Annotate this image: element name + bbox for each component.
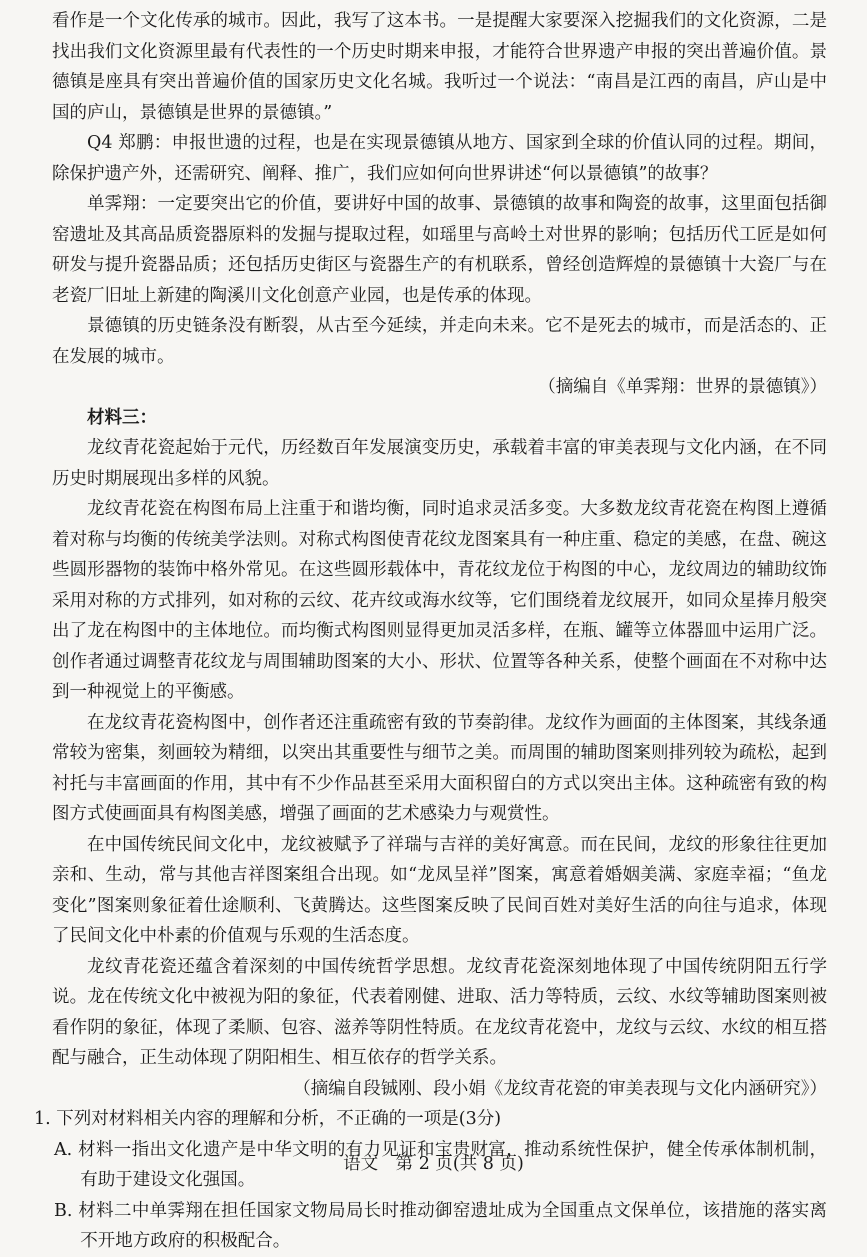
material3-paragraph-2: 龙纹青花瓷在构图布局上注重于和谐均衡，同时追求灵活多变。大多数龙纹青花瓷在构图上遵循着对称与均衡的传统美学法则。对称式构图使青花纹龙图案具有一种庄重、稳定的美感，在盘、碗这些圆形器物的装饰中格外常见。在这些圆形载体中，青花纹龙位于构图的中心，龙纹周边的辅助纹饰采用对称的方式排列，如对称的云纹、花卉纹或海水纹等，它们围绕着龙纹展开，如同众星捧月般突出了龙在构图中的主体地位。而均衡式构图则显得更加灵活多样，在瓶、罐等立体器皿中运用广泛。创作者通过调整青花纹龙与周围辅助图案的大小、形状、位置等各种关系，使整个画面在不对称中达到一种视觉上的平衡感。	[52, 499, 827, 702]
question-1-option-a: A. 材料一指出文化遗产是中华文明的有力见证和宝贵财富，推动系统性保护，健全传承体制机制，有助于建设文化强国。	[54, 1139, 827, 1190]
material3-paragraph-3: 在龙纹青花瓷构图中，创作者还注重疏密有致的节奏韵律。龙纹作为画面的主体图案，其线条通常较为密集，刻画较为精细，以突出其重要性与细节之美。而周围的辅助图案则排列较为疏松，起到衬托与丰富画面的作用，其中有不少作品甚至采用大面积留白的方式以突出主体。这种疏密有致的构图方式使画面具有构图美感，增强了画面的艺术感染力与观赏性。	[52, 712, 827, 824]
material3-paragraph-4: 在中国传统民间文化中，龙纹被赋予了祥瑞与吉祥的美好寓意。而在民间，龙纹的形象往往更加亲和、生动，常与其他吉祥图案组合出现。如“龙凤呈祥”图案，寓意着婚姻美满、家庭幸福；“鱼龙变化”图案则象征着仕途顺利、飞黄腾达。这些图案反映了民间百姓对美好生活的向往与追求，体现了民间文化中朴素的价值观与乐观的生活态度。	[52, 834, 827, 946]
material3-paragraph-1: 龙纹青花瓷起始于元代，历经数百年发展演变历史，承载着丰富的审美表现与文化内涵，在不同历史时期展现出多样的风貌。	[52, 438, 827, 489]
source-citation-material3: （摘编自段铖刚、段小娟《龙纹青花瓷的审美表现与文化内涵研究》）	[293, 1078, 827, 1099]
material3-paragraph-5: 龙纹青花瓷还蕴含着深刻的中国传统哲学思想。龙纹青花瓷深刻地体现了中国传统阴阳五行学说。龙在传统文化中被视为阳的象征，代表着刚健、进取、活力等特质，云纹、水纹等辅助图案则被看作阴的象征，体现了柔顺、包容、滋养等阴性特质。在龙纹青花瓷中，龙纹与云纹、水纹的相互搭配与融合，正生动体现了阴阳相生、相互依存的哲学关系。	[52, 956, 827, 1068]
question-1-stem: 1. 下列对材料相关内容的理解和分析，不正确的一项是(3分)	[34, 1109, 502, 1129]
interview-question-q4: Q4 郑鹏：申报世遗的过程，也是在实现景德镇从地方、国家到全球的价值认同的过程。期间，除保护遗产外，还需研究、阐释、推广，我们应如何向世界讲述“何以景德镇”的故事？	[52, 133, 827, 184]
interview-answer-q4: 单霁翔：一定要突出它的价值，要讲好中国的故事、景德镇的故事和陶瓷的故事，这里面包括御窑遗址及其高品质瓷器原料的发掘与提取过程，如瑶里与高岭土对世界的影响；包括历代工匠是如何研发与提升瓷器品质；还包括历史街区与瓷器生产的有机联系，曾经创造辉煌的景德镇十大瓷厂与在老瓷厂旧址上新建的陶溪川文化创意产业园，也是传承的体现。	[52, 194, 827, 306]
source-citation-material2: （摘编自《单霁翔：世界的景德镇》）	[538, 377, 827, 397]
exam-page-body	[34, 6, 827, 1257]
paragraph-conclusion: 景德镇的历史链条没有断裂，从古至今延续，并走向未来。它不是死去的城市，而是活态的、正在发展的城市。	[52, 316, 827, 367]
material3-heading: 材料三：	[87, 407, 157, 428]
page-footer: 语文 第 2 页(共 8 页)	[343, 1154, 524, 1174]
question-1-option-b: B. 材料二中单霁翔在担任国家文物局局长时推动御窑遗址成为全国重点文保单位，该措施的落实离不开地方政府的积极配合。	[54, 1200, 827, 1251]
paragraph-continuation: 看作是一个文化传承的城市。因此，我写了这本书。一是提醒大家要深入挖掘我们的文化资源，二是找出我们文化资源里最有代表性的一个历史时期来申报，才能符合世界遗产申报的突出普遍价值。景德镇是座具有突出普遍价值的国家历史文化名城。我听过一个说法：“南昌是江西的南昌，庐山是中国的庐山，景德镇是世界的景德镇。”	[52, 11, 827, 123]
